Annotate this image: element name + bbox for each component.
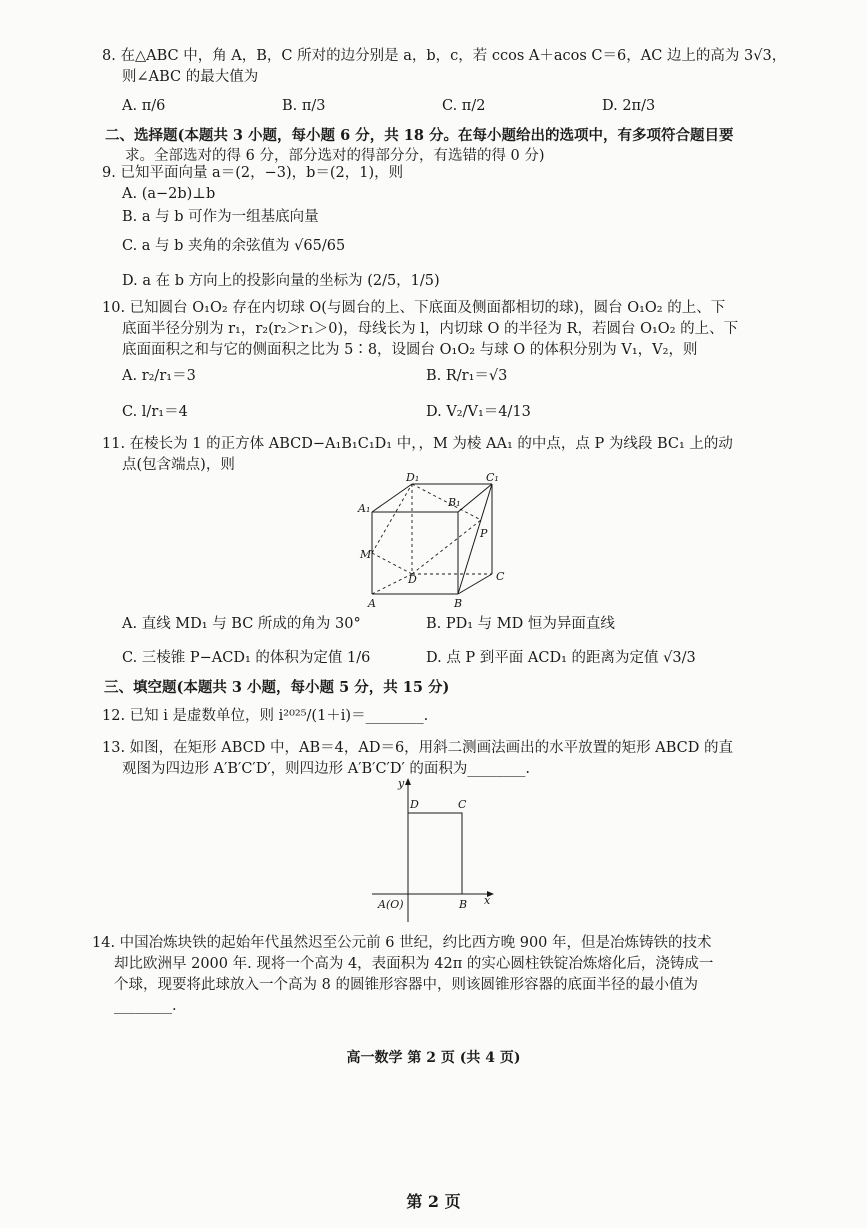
q8-option-c[interactable]: C. π/2: [442, 98, 486, 114]
q10-option-b[interactable]: B. R/r₁＝√3: [426, 368, 508, 384]
page-footer: 高一数学 第 2 页 (共 4 页): [346, 1050, 521, 1066]
q11-options-row-1: [122, 614, 762, 635]
q8-options: [122, 96, 762, 117]
question-8: [102, 46, 787, 88]
q8-option-d[interactable]: D. 2π/3: [602, 98, 656, 114]
q10-option-a[interactable]: A. r₂/r₁＝3: [122, 368, 196, 384]
label-c1: C₁: [486, 472, 499, 484]
q10-stem-line-3: 底面面积之和与它的侧面积之比为 5∶8，设圆台 O₁O₂ 与球 O 的体积分别为 V₁，V₂，则: [122, 342, 698, 359]
edge-b1c1: [458, 484, 492, 512]
q8-stem-line-2: 则∠ABC 的最大值为: [122, 69, 259, 86]
label-a: A: [368, 597, 376, 610]
label-p: P: [480, 527, 488, 540]
edge-d1a1: [372, 484, 412, 512]
question-14: [92, 933, 792, 1017]
q11-option-b[interactable]: B. PD₁ 与 MD 恒为异面直线: [426, 616, 615, 632]
section-2-title-line-2: 求。全部选对的得 6 分，部分选对的得部分分，有选错的得 0 分): [125, 148, 545, 165]
q11-option-a[interactable]: A. 直线 MD₁ 与 BC 所成的角为 30°: [122, 616, 361, 632]
segment-dp: [412, 520, 481, 574]
y-axis-arrow: [405, 778, 411, 785]
question-11: [102, 434, 787, 476]
label-d: D: [408, 573, 417, 586]
q8-option-b[interactable]: B. π/3: [282, 98, 326, 114]
label-c: C: [458, 798, 467, 811]
rectangle-abcd: [408, 813, 462, 894]
segment-md1: [372, 484, 412, 553]
label-c: C: [496, 570, 505, 583]
question-13: [102, 738, 787, 780]
segment-md: [372, 553, 412, 574]
label-d1: D₁: [406, 472, 420, 484]
q11-stem-line-2: 点(包含端点)，则: [122, 457, 235, 474]
q14-stem-line-3: 个球，现要将此球放入一个高为 8 的圆锥形容器中，则该圆锥形容器的底面半径的最小值为: [114, 977, 698, 994]
q9-option-d[interactable]: D. a 在 b 方向上的投影向量的坐标为 (2/5，1/5): [122, 273, 440, 290]
q12-stem: 12. 已知 i 是虚数单位，则 i²⁰²⁵/(1＋i)＝________.: [102, 708, 429, 724]
question-9: [102, 163, 787, 292]
q8-option-a[interactable]: A. π/6: [122, 98, 166, 114]
q8-stem-line-1: 8. 在△ABC 中，角 A，B，C 所对的边分别是 a，b，c，若 ccos A＋acos C＝6，AC 边上的高为 3√3，: [102, 48, 787, 64]
q13-stem-line-2: 观图为四边形 A′B′C′D′，则四边形 A′B′C′D′ 的面积为________.: [122, 761, 530, 778]
rectangle-axes-figure: [370, 776, 500, 924]
label-x: x: [484, 894, 491, 907]
page-number-label: 第 2 页: [406, 1192, 461, 1211]
q10-stem-line-2: 底面半径分别为 r₁，r₂(r₂＞r₁＞0)，母线长为 l，内切球 O 的半径为 R，若圆台 O₁O₂ 的上、下: [122, 321, 739, 338]
label-b1: B₁: [448, 496, 461, 509]
section-3-title: 三、填空题(本题共 3 小题，每小题 5 分，共 15 分): [104, 679, 450, 696]
q10-options-row-2: [122, 402, 762, 423]
q9-option-c[interactable]: C. a 与 b 夹角的余弦值为 √65/65: [122, 238, 346, 255]
label-d: D: [410, 798, 419, 811]
q10-options-row-1: [122, 366, 762, 387]
section-2-header: [105, 125, 790, 167]
q10-option-c[interactable]: C. l/r₁＝4: [122, 404, 188, 420]
q11-option-d[interactable]: D. 点 P 到平面 ACD₁ 的距离为定值 √3/3: [426, 650, 696, 666]
q11-option-c[interactable]: C. 三棱锥 P−ACD₁ 的体积为定值 1/6: [122, 650, 371, 666]
label-b: B: [454, 597, 463, 610]
edge-ad-hidden: [372, 574, 412, 594]
q11-options-row-2: [122, 648, 762, 669]
q9-option-a[interactable]: A. (a−2b)⊥b: [122, 186, 216, 203]
q14-stem-line-1: 14. 中国冶炼块铁的起始年代虽然迟至公元前 6 世纪，约比西方晚 900 年，但是冶炼铸铁的技术: [92, 935, 712, 951]
q9-option-b[interactable]: B. a 与 b 可作为一组基底向量: [122, 209, 319, 226]
label-a1: A₁: [358, 502, 371, 515]
label-a-origin: A(O): [378, 898, 404, 911]
q10-stem-line-1: 10. 已知圆台 O₁O₂ 存在内切球 O(与圆台的上、下底面及侧面都相切的球)，圆台 O₁O₂ 的上、下: [102, 300, 726, 316]
q13-stem-line-1: 13. 如图，在矩形 ABCD 中，AB＝4，AD＝6，用斜二测画法画出的水平放置的矩形 ABCD 的直: [102, 740, 734, 756]
section-3-header: [104, 677, 789, 698]
label-m: M: [360, 548, 372, 561]
q11-stem-line-1: 11. 在棱长为 1 的正方体 ABCD−A₁B₁C₁D₁ 中，，M 为棱 AA₁ 的中点，点 P 为线段 BC₁ 上的动: [102, 436, 733, 452]
label-y: y: [398, 777, 405, 790]
q10-option-d[interactable]: D. V₂/V₁＝4/13: [426, 404, 531, 420]
question-10: [102, 298, 787, 361]
q9-stem: 9. 已知平面向量 a＝(2，−3)，b＝(2，1)，则: [102, 165, 404, 181]
question-12: [102, 706, 787, 727]
label-b: B: [459, 898, 468, 911]
section-2-title-line-1: 二、选择题(本题共 3 小题，每小题 6 分，共 18 分。在每小题给出的选项中，有多项符合题目要: [105, 127, 734, 144]
q14-stem-line-2: 却比欧洲早 2000 年. 现将一个高为 4，表面积为 42π 的实心圆柱铁锭冶炼熔化后，浇铸成一: [114, 956, 714, 973]
cube-figure: [350, 472, 520, 612]
q14-stem-line-4: ________.: [114, 998, 177, 1015]
